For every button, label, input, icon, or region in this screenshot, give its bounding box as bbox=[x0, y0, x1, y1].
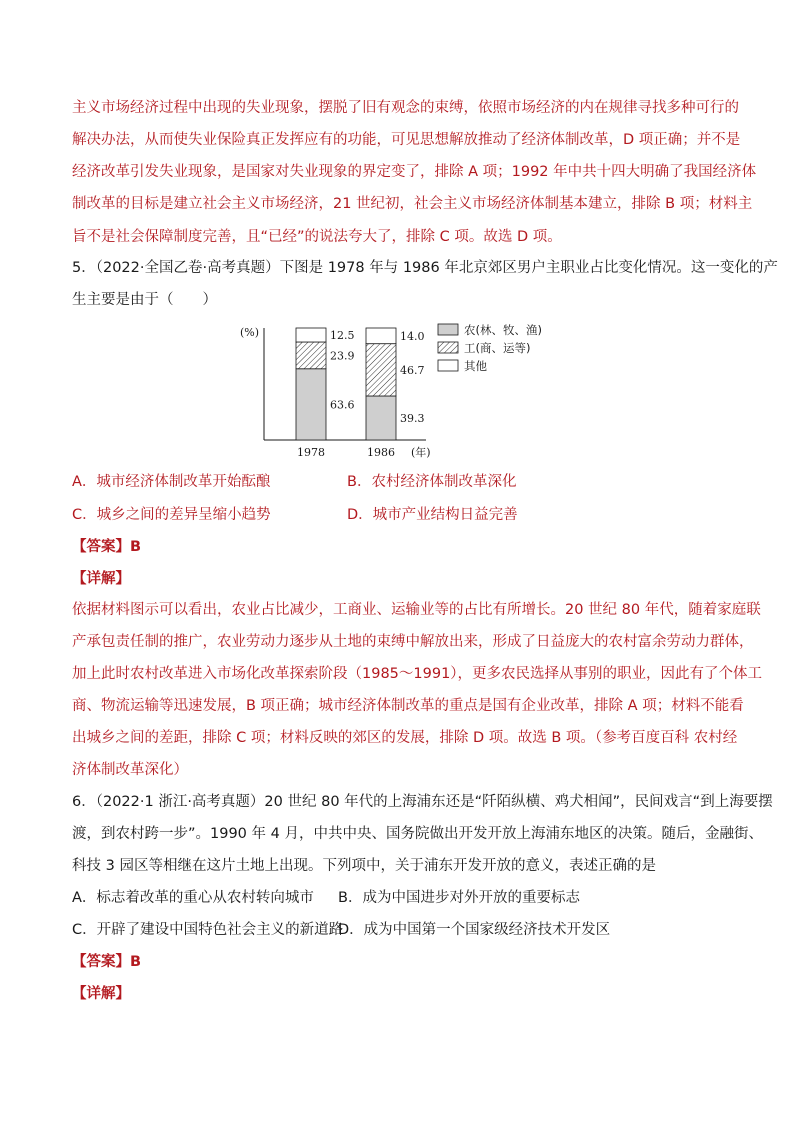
bar-value-label: 46.7 bbox=[400, 363, 425, 377]
q5-option-b: B．农村经济体制改革深化 bbox=[347, 474, 517, 490]
q5-option-c: C．城乡之间的差异呈缩小趋势 bbox=[72, 507, 271, 523]
bar-segment bbox=[296, 328, 326, 342]
x-tick-label: 1986 bbox=[367, 446, 395, 459]
y-axis-label: (%) bbox=[240, 326, 260, 339]
question-5-stem: 5．（2022·全国乙卷·高考真题）下图是 1978 年与 1986 年北京郊区男户主职业占比变化情况。这一变化的产 bbox=[72, 260, 778, 276]
q6-option-b: B．成为中国进步对外开放的重要标志 bbox=[338, 890, 580, 906]
text-line: 济体制改革深化） bbox=[72, 762, 188, 778]
bar-segment bbox=[296, 369, 326, 440]
q5-option-d: D．城市产业结构日益完善 bbox=[347, 507, 518, 523]
bar-segment bbox=[366, 328, 396, 344]
text-line: 商、物流运输等迅速发展，B 项正确；城市经济体制改革的重点是国有企业改革，排除 A 项；材料不能看 bbox=[72, 698, 744, 714]
text-line: 依据材料图示可以看出，农业占比减少，工商业、运输业等的占比有所增长。20 世纪 80 年代，随着家庭联 bbox=[72, 602, 761, 618]
legend-label: 其他 bbox=[464, 359, 487, 373]
bar-value-label: 39.3 bbox=[400, 411, 425, 425]
question-6-stem: 科技 3 园区等相继在这片土地上出现。下列项中，关于浦东开发开放的意义，表述正确的是 bbox=[72, 858, 656, 874]
q6-answer: 【答案】B bbox=[72, 954, 142, 970]
x-tick-label: 1978 bbox=[297, 446, 325, 459]
q5-detail-label: 【详解】 bbox=[72, 571, 130, 587]
q5-option-a: A．城市经济体制改革开始酝酿 bbox=[72, 474, 271, 490]
q6-option-a: A．标志着改革的重心从农村转向城市 bbox=[72, 890, 314, 906]
legend-swatch bbox=[438, 342, 458, 353]
legend-label: 工(商、运等) bbox=[464, 341, 531, 355]
q6-option-c: C．开辟了建设中国特色社会主义的新道路 bbox=[72, 922, 344, 938]
text-line: 制改革的目标是建立社会主义市场经济，21 世纪初，社会主义市场经济体制基本建立，排除 B 项；材料主 bbox=[72, 196, 753, 212]
text-line: 解决办法，从而使失业保险真正发挥应有的功能，可见思想解放推动了经济体制改革，D 项正确；并不是 bbox=[72, 132, 741, 148]
bar-segment bbox=[296, 342, 326, 369]
q6-option-d: D．成为中国第一个国家级经济技术开发区 bbox=[338, 922, 611, 938]
question-5-stem: 生主要是由于（ ） bbox=[72, 292, 217, 308]
legend-label: 农(林、牧、渔) bbox=[464, 323, 542, 337]
text-line: 出城乡之间的差距，排除 C 项；材料反映的郊区的发展，排除 D 项。故选 B 项。（参考百度百科 农村经 bbox=[72, 730, 738, 746]
text-line: 经济改革引发失业现象，是国家对失业现象的界定变了，排除 A 项；1992 年中共十四大明确了我国经济体 bbox=[72, 164, 757, 180]
text-line: 主义市场经济过程中出现的失业现象，摆脱了旧有观念的束缚，依照市场经济的内在规律寻找多种可行的 bbox=[72, 100, 739, 116]
text-line: 旨不是社会保障制度完善，且“已经”的说法夸大了，排除 C 项。故选 D 项。 bbox=[72, 229, 562, 245]
bar-segment bbox=[366, 396, 396, 440]
question-6-stem: 6．（2022·1 浙江·高考真题）20 世纪 80 年代的上海浦东还是“阡陌纵横、鸡犬相闻”，民间戏言“到上海要摆 bbox=[72, 794, 773, 810]
q5-answer: 【答案】B bbox=[72, 539, 142, 555]
bar-segment bbox=[366, 344, 396, 396]
bar-value-label: 63.6 bbox=[330, 398, 355, 412]
legend-swatch bbox=[438, 324, 458, 335]
question-6-stem: 渡，到农村跨一步”。1990 年 4 月，中共中央、国务院做出开发开放上海浦东地区的决策。随后，金融街、 bbox=[72, 826, 763, 842]
text-line: 产承包责任制的推广，农业劳动力逐步从土地的束缚中解放出来，形成了日益庞大的农村富余劳动力群体， bbox=[72, 634, 754, 650]
occupation-stacked-bar-chart bbox=[230, 318, 560, 462]
bar-value-label: 14.0 bbox=[400, 329, 425, 343]
legend-swatch bbox=[438, 360, 458, 371]
q6-detail-label: 【详解】 bbox=[72, 986, 130, 1002]
x-axis-label: (年) bbox=[411, 446, 431, 459]
bar-value-label: 23.9 bbox=[330, 349, 355, 363]
text-line: 加上此时农村改革进入市场化改革探索阶段（1985～1991），更多农民选择从事别的职业，因此有了个体工 bbox=[72, 666, 763, 682]
bar-value-label: 12.5 bbox=[330, 329, 355, 342]
